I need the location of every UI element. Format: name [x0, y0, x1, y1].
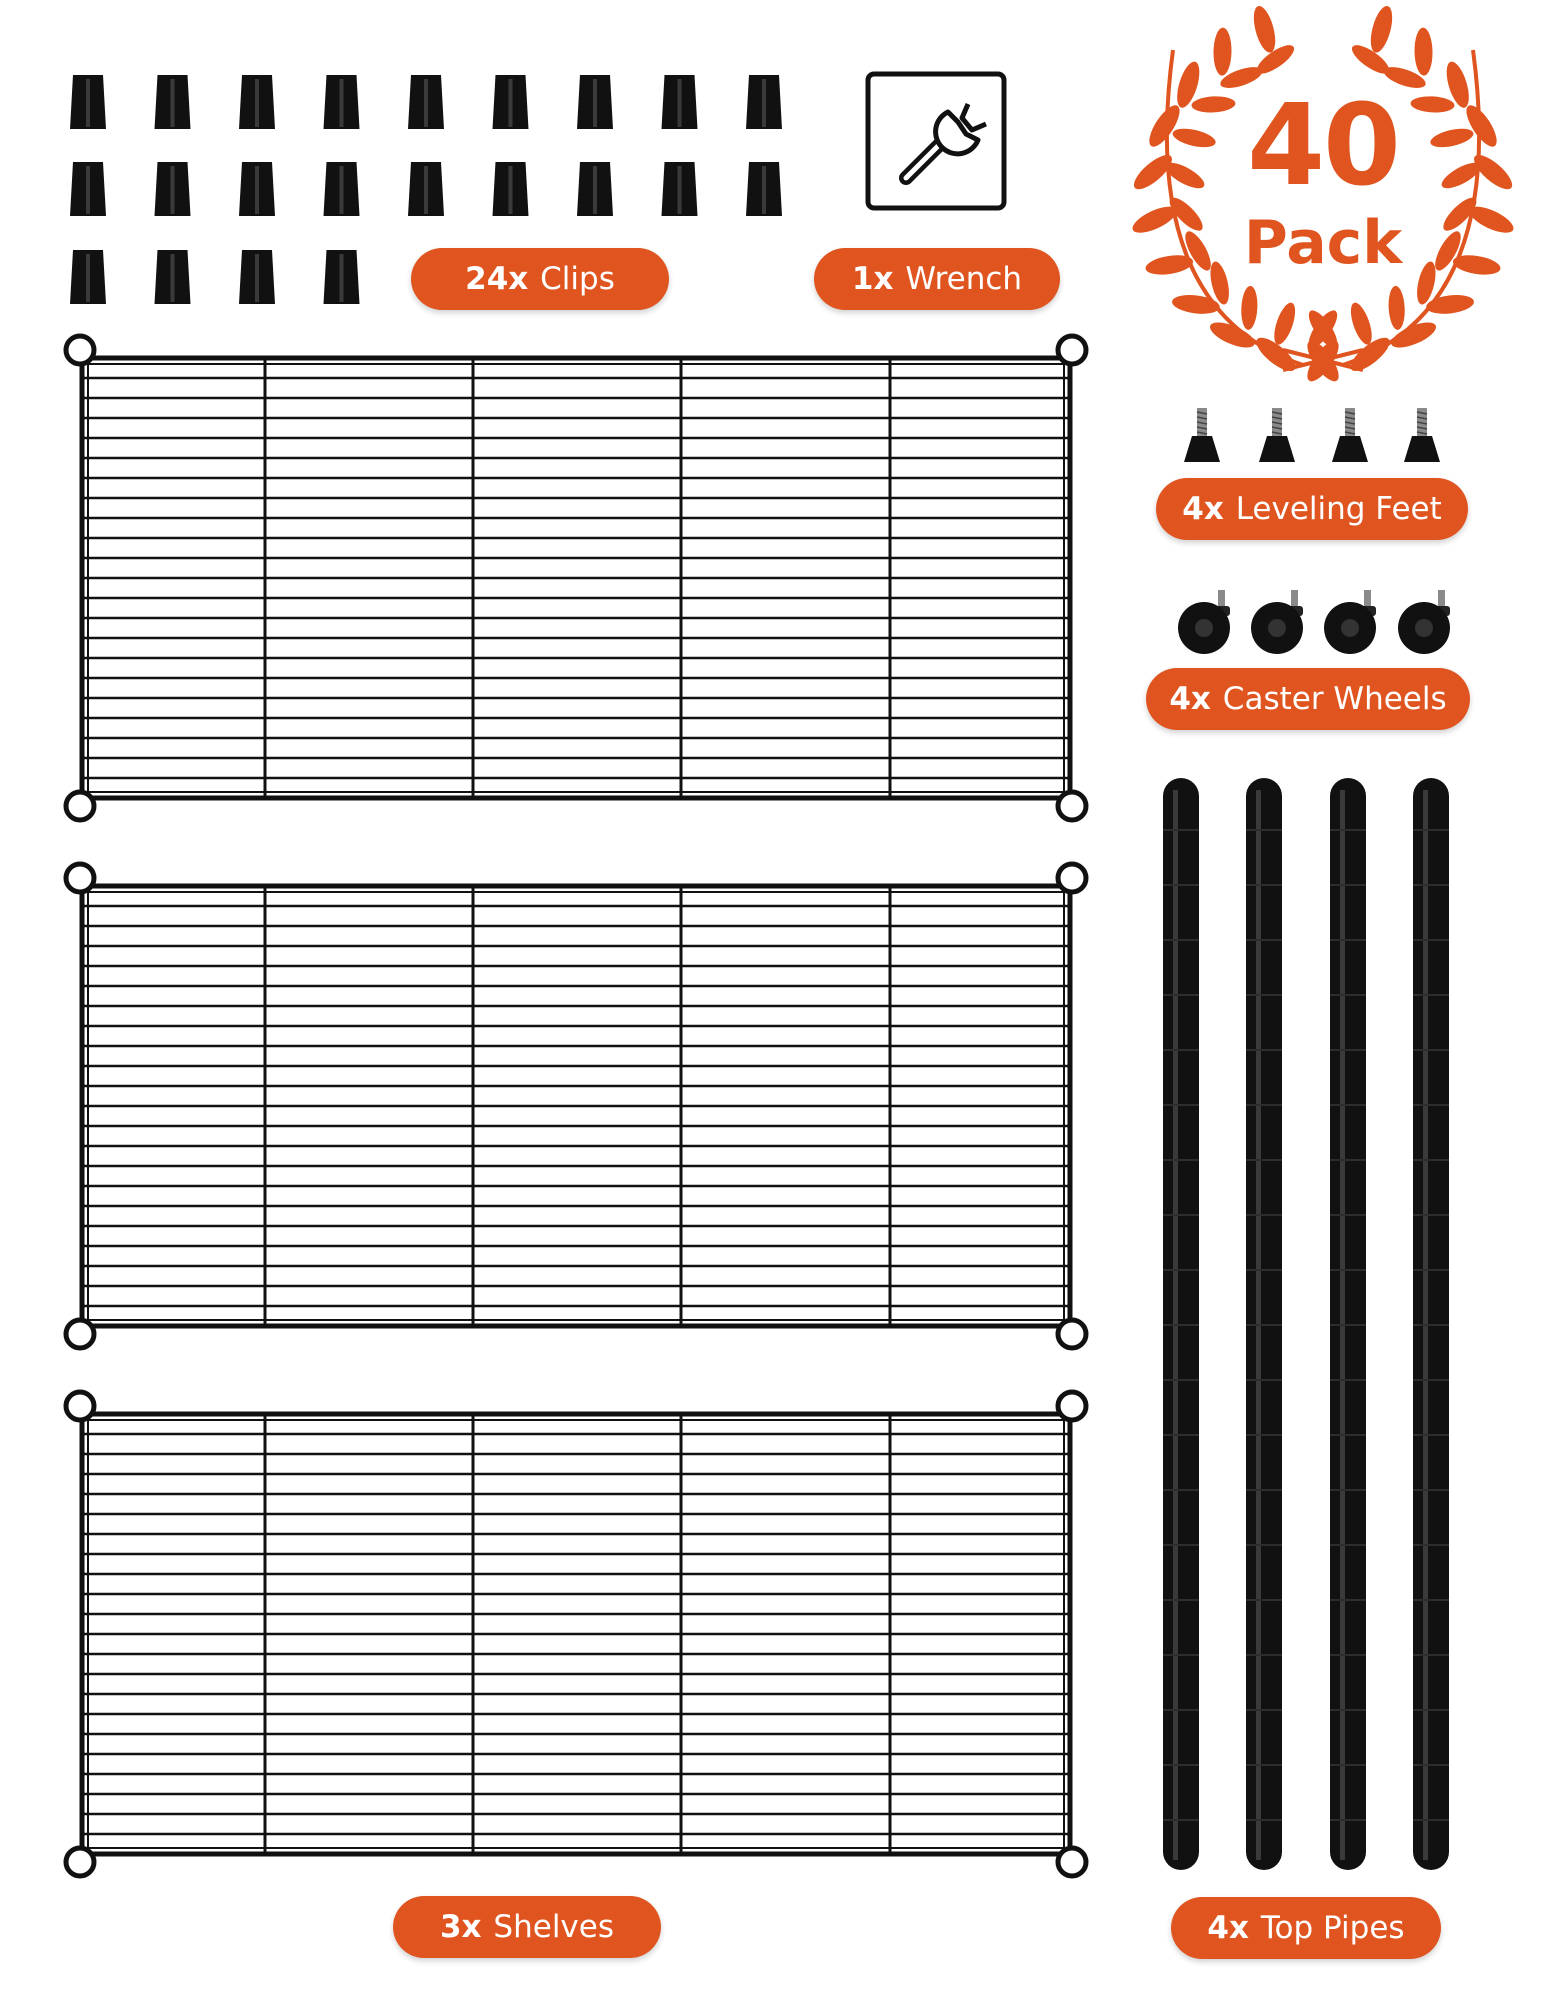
shelf-corner-ring [1058, 336, 1086, 364]
laurel-leaf [1347, 300, 1376, 347]
laurel-leaf [1213, 28, 1232, 76]
wrench-name: Wrench [905, 261, 1023, 297]
shelf-corner-ring [1058, 1320, 1086, 1348]
shelf-corner-ring [66, 792, 94, 820]
leveling-feet-group [1184, 408, 1440, 462]
laurel-leaf [1461, 101, 1502, 151]
laurel-leaf [1240, 285, 1258, 330]
leveling-foot-icon [1259, 408, 1295, 462]
pack-label: Pack [1243, 208, 1403, 278]
pole-icon [1413, 778, 1449, 1870]
clip-icon [408, 75, 444, 129]
caster-wheels-qty: 4x [1169, 681, 1211, 717]
wrench-label [814, 248, 1060, 310]
shelves-qty: 3x [439, 1909, 482, 1945]
laurel-leaf [1414, 28, 1433, 76]
clip-icon [324, 162, 360, 216]
clip-icon [155, 162, 191, 216]
clips-name: Clips [540, 261, 615, 297]
shelf-corner-ring [66, 864, 94, 892]
wire-shelf-icon [66, 864, 1086, 1348]
clip-icon [662, 75, 698, 129]
wrench-icon [868, 74, 1004, 208]
clip-icon [239, 250, 275, 304]
wire-shelf-icon [66, 336, 1086, 820]
laurel-leaf [1250, 4, 1280, 55]
caster-wheel-icon [1324, 590, 1376, 654]
leveling-feet-qty: 4x [1182, 491, 1224, 527]
shelf-corner-ring [1058, 864, 1086, 892]
clip-icon [493, 162, 529, 216]
clip-icon [577, 75, 613, 129]
pack-count: 40 [1247, 81, 1399, 211]
clip-icon [324, 75, 360, 129]
clip-icon [70, 162, 106, 216]
leveling-foot-icon [1404, 408, 1440, 462]
wrench-qty: 1x [851, 261, 894, 297]
clip-icon [239, 75, 275, 129]
clip-icon [155, 75, 191, 129]
top-pipes-qty: 4x [1207, 1910, 1249, 1946]
caster-wheel-icon [1251, 590, 1303, 654]
top-pipes-label [1171, 1897, 1441, 1959]
clip-icon [493, 75, 529, 129]
clip-icon [239, 162, 275, 216]
laurel-leaf [1270, 300, 1299, 347]
shelf-corner-ring [66, 1320, 94, 1348]
clips-label [411, 248, 669, 310]
caster-wheel-icon [1398, 590, 1450, 654]
clip-icon [746, 162, 782, 216]
top-pipes-name: Top Pipes [1260, 1910, 1405, 1946]
laurel-leaf [1144, 101, 1185, 151]
caster-wheel-icon [1178, 590, 1230, 654]
pole-icon [1246, 778, 1282, 1870]
clip-icon [70, 250, 106, 304]
shelf-corner-ring [1058, 1392, 1086, 1420]
pole-icon [1163, 778, 1199, 1870]
top-pipes-group [1163, 778, 1449, 1870]
caster-wheels-label [1146, 668, 1470, 730]
shelf-corner-ring [1058, 1848, 1086, 1876]
shelves-label [393, 1896, 661, 1958]
leveling-feet-name: Leveling Feet [1235, 491, 1442, 527]
clip-icon [324, 250, 360, 304]
laurel-leaf [1367, 4, 1397, 55]
shelves-group [66, 336, 1086, 1876]
clip-icon [70, 75, 106, 129]
clip-icon [746, 75, 782, 129]
shelf-corner-ring [66, 336, 94, 364]
laurel-leaf [1388, 285, 1406, 330]
clip-icon [155, 250, 191, 304]
shelf-corner-ring [1058, 792, 1086, 820]
shelf-corner-ring [66, 1392, 94, 1420]
clip-icon [408, 162, 444, 216]
shelves-name: Shelves [493, 1909, 615, 1945]
wire-shelf-icon [66, 1392, 1086, 1876]
clips-qty: 24x [465, 261, 529, 297]
caster-wheels-group [1178, 590, 1450, 654]
caster-wheels-name: Caster Wheels [1222, 681, 1447, 717]
leveling-feet-label [1156, 478, 1468, 540]
clip-icon [577, 162, 613, 216]
leveling-foot-icon [1332, 408, 1368, 462]
clip-icon [662, 162, 698, 216]
pole-icon [1330, 778, 1366, 1870]
shelf-corner-ring [66, 1848, 94, 1876]
leveling-foot-icon [1184, 408, 1220, 462]
